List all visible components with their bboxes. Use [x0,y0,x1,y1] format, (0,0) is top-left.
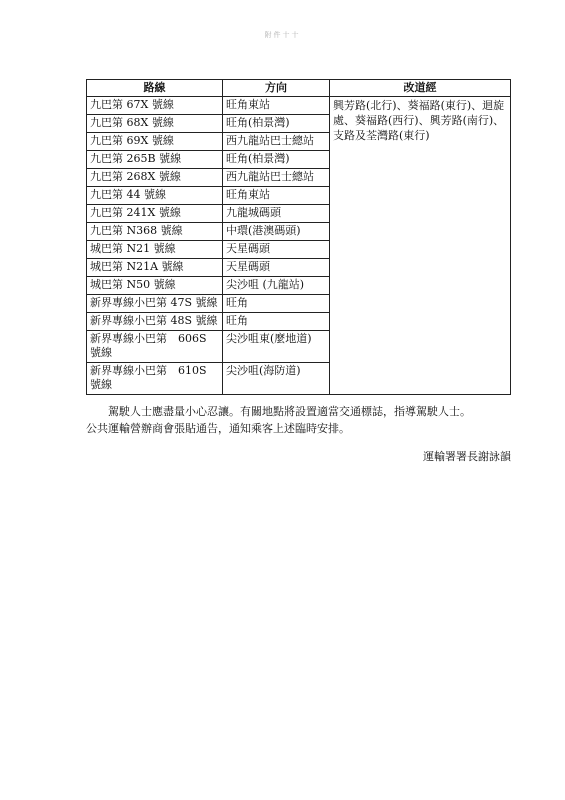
column-header-route: 路線 [87,80,223,97]
diversion-cell: 興芳路(北行)、葵福路(東行)、迴旋處、葵福路(西行)、興芳路(南行)、支路及荃灣路(東行) [330,97,511,395]
column-header-direction: 方向 [223,80,330,97]
table-row [87,97,511,115]
route-cell: 九巴第 67X 號線 [87,97,223,115]
route-cell: 新界專線小巴第 48S 號線 [87,313,223,331]
route-cell: 九巴第 N368 號線 [87,223,223,241]
route-cell: 九巴第 241X 號線 [87,205,223,223]
notice-paragraph: 駕駛人士應盡量小心忍讓。有關地點將設置適當交通標誌，指導駕駛人士。公共運輸營辦商會張貼通告，通知乘客上述臨時安排。 [86,405,471,435]
direction-cell: 尖沙咀 (九龍站) [223,277,330,295]
direction-cell: 旺角東站 [223,187,330,205]
table-header-row [87,80,511,97]
route-cell: 九巴第 44 號線 [87,187,223,205]
column-header-diversion: 改道經 [330,80,511,97]
direction-cell: 尖沙咀(海防道) [223,363,330,395]
route-cell: 城巴第 N50 號線 [87,277,223,295]
route-cell: 九巴第 69X 號線 [87,133,223,151]
route-cell: 新界專線小巴第 606S 號線 [87,331,223,363]
direction-cell: 旺角東站 [223,97,330,115]
direction-cell: 中環(港澳碼頭) [223,223,330,241]
direction-cell: 天星碼頭 [223,241,330,259]
direction-cell: 旺角 [223,295,330,313]
direction-cell: 西九龍站巴士總站 [223,169,330,187]
table-body [87,97,511,395]
signature: 運輸署署長謝詠韻 [423,450,511,463]
route-cell: 新界專線小巴第 610S 號線 [87,363,223,395]
header-faint-text: 附件十十 [264,31,301,39]
direction-cell: 旺角 [223,313,330,331]
direction-cell: 西九龍站巴士總站 [223,133,330,151]
direction-cell: 旺角(柏景灣) [223,151,330,169]
direction-cell: 旺角(柏景灣) [223,115,330,133]
direction-cell: 尖沙咀東(麼地道) [223,331,330,363]
route-cell: 新界專線小巴第 47S 號線 [87,295,223,313]
diversion-route-table [86,79,511,395]
route-cell: 九巴第 268X 號線 [87,169,223,187]
direction-cell: 九龍城碼頭 [223,205,330,223]
route-cell: 城巴第 N21 號線 [87,241,223,259]
route-cell: 九巴第 265B 號線 [87,151,223,169]
direction-cell: 天星碼頭 [223,259,330,277]
route-cell: 九巴第 68X 號線 [87,115,223,133]
route-cell: 城巴第 N21A 號線 [87,259,223,277]
